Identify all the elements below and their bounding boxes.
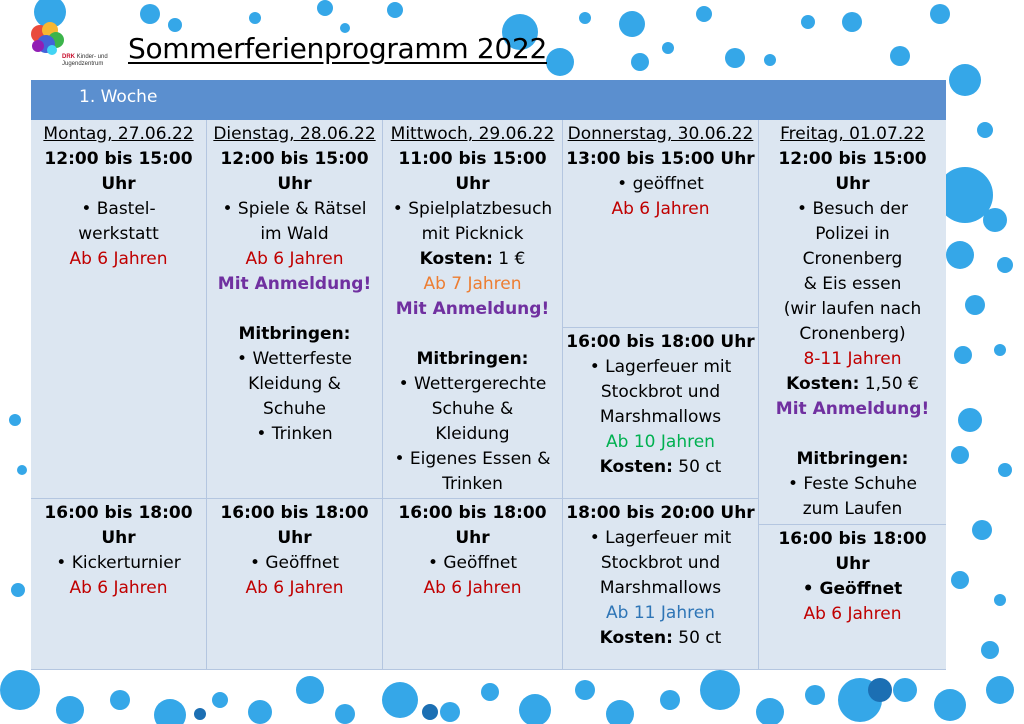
registration-note: Mit Anmeldung!: [395, 299, 550, 319]
activity-line: • Besuch der: [797, 199, 908, 219]
cost-line: [759, 372, 946, 397]
cost-value: 1,50 €: [864, 374, 919, 394]
activity-line: im Wald: [260, 224, 329, 244]
activity-line: Polizei in: [815, 224, 890, 244]
registration-note: Mit Anmeldung!: [775, 399, 930, 419]
registration-note: Mit Anmeldung!: [217, 274, 372, 294]
activity-line: • Lagerfeuer mit: [589, 357, 732, 377]
monday-slot1-cell: [31, 120, 207, 499]
time-label: 18:00 bis 20:00 Uhr: [566, 503, 755, 523]
time-label: 12:00 bis 15:00 Uhr: [220, 149, 369, 194]
bring-label: Mitbringen:: [238, 324, 351, 344]
schedule-table: [31, 80, 946, 670]
activity-line: werkstatt: [78, 224, 159, 244]
time-label: 11:00 bis 15:00 Uhr: [398, 149, 547, 194]
time-label: 12:00 bis 15:00 Uhr: [778, 149, 927, 194]
cost-line: [383, 247, 562, 272]
activity-line: • Geöffnet: [802, 579, 903, 599]
time-label: 12:00 bis 15:00 Uhr: [44, 149, 193, 194]
age-label: Ab 6 Jahren: [245, 249, 344, 269]
cost-value: 50 ct: [678, 628, 722, 648]
age-label: Ab 10 Jahren: [606, 432, 715, 452]
day-header-monday: Montag, 27.06.22: [43, 124, 194, 144]
cost-value: 1 €: [498, 249, 526, 269]
age-label: Ab 7 Jahren: [423, 274, 522, 294]
thursday-slot1-cell: [563, 120, 759, 328]
bring-label: Mitbringen:: [416, 349, 529, 369]
age-label: Ab 6 Jahren: [803, 604, 902, 624]
activity-line: Cronenberg): [799, 324, 906, 344]
activity-line: Cronenberg: [802, 249, 903, 269]
age-label: 8-11 Jahren: [803, 349, 902, 369]
cost-label: Kosten:: [599, 457, 673, 477]
bring-item: • Feste Schuhe: [787, 474, 918, 494]
activity-line: Stockbrot und: [600, 382, 721, 402]
activity-line: • Spiele & Rätsel: [222, 199, 367, 219]
cost-value: 50 ct: [678, 457, 722, 477]
cost-line: [563, 626, 758, 651]
bring-item: • Eigenes Essen &: [394, 449, 551, 469]
activity-line: • Lagerfeuer mit: [589, 528, 732, 548]
activity-line: • Geöffnet: [427, 553, 518, 573]
friday-slot2-cell: [759, 525, 946, 670]
bring-item: Schuhe &: [431, 399, 514, 419]
friday-slot1-cell: [759, 120, 946, 525]
activity-line: & Eis essen: [803, 274, 902, 294]
thursday-slot3-cell: [563, 499, 759, 670]
age-label: Ab 6 Jahren: [611, 199, 710, 219]
activity-line: (wir laufen nach: [783, 299, 922, 319]
activity-line: mit Picknick: [421, 224, 524, 244]
wednesday-slot1-cell: [383, 120, 563, 499]
bring-item: • Wetterfeste: [237, 349, 352, 369]
logo-text: DRK Kinder- und Jugendzentrum: [62, 54, 108, 67]
cost-label: Kosten:: [419, 249, 493, 269]
time-label: 16:00 bis 18:00 Uhr: [778, 529, 927, 574]
time-label: 16:00 bis 18:00 Uhr: [44, 503, 193, 548]
cost-label: Kosten:: [786, 374, 860, 394]
bring-item: Kleidung &: [248, 374, 341, 394]
age-label: Ab 6 Jahren: [69, 249, 168, 269]
time-label: 16:00 bis 18:00 Uhr: [566, 332, 755, 352]
bring-item: Schuhe: [263, 399, 326, 419]
tuesday-slot1-cell: [207, 120, 383, 499]
activity-line: Stockbrot und: [600, 553, 721, 573]
day-header-wednesday: Mittwoch, 29.06.22: [390, 124, 555, 144]
bring-item: • Trinken: [256, 424, 333, 444]
age-label: Ab 6 Jahren: [423, 578, 522, 598]
time-label: 16:00 bis 18:00 Uhr: [398, 503, 547, 548]
activity-line: Marshmallows: [599, 578, 722, 598]
bring-item: • Wettergerechte: [398, 374, 547, 394]
page-title: Sommerferienprogramm 2022: [128, 32, 547, 65]
wednesday-slot2-cell: [383, 499, 563, 670]
activity-line: • Bastel-: [81, 199, 156, 219]
cost-label: Kosten:: [599, 628, 673, 648]
age-label: Ab 6 Jahren: [69, 578, 168, 598]
thursday-slot2-cell: [563, 328, 759, 499]
activity-line: • Spielplatzbesuch: [392, 199, 553, 219]
day-header-friday: Freitag, 01.07.22: [780, 124, 925, 144]
bring-item: zum Laufen: [802, 499, 903, 519]
time-label: 13:00 bis 15:00 Uhr: [566, 149, 755, 169]
day-header-tuesday: Dienstag, 28.06.22: [213, 124, 376, 144]
bring-item: Kleidung: [435, 424, 510, 444]
time-label: 16:00 bis 18:00 Uhr: [220, 503, 369, 548]
activity-line: • Geöffnet: [249, 553, 340, 573]
activity-line: • Kickerturnier: [56, 553, 181, 573]
age-label: Ab 6 Jahren: [245, 578, 344, 598]
activity-line: Marshmallows: [599, 407, 722, 427]
age-label: Ab 11 Jahren: [606, 603, 715, 623]
tuesday-slot2-cell: [207, 499, 383, 670]
day-header-thursday: Donnerstag, 30.06.22: [567, 124, 754, 144]
drk-logo: [28, 18, 128, 66]
activity-line: • geöffnet: [617, 174, 704, 194]
bring-item: Trinken: [442, 474, 503, 494]
week-header: 1. Woche: [31, 80, 946, 120]
monday-slot2-cell: [31, 499, 207, 670]
cost-line: [563, 455, 758, 480]
bring-label: Mitbringen:: [796, 449, 909, 469]
